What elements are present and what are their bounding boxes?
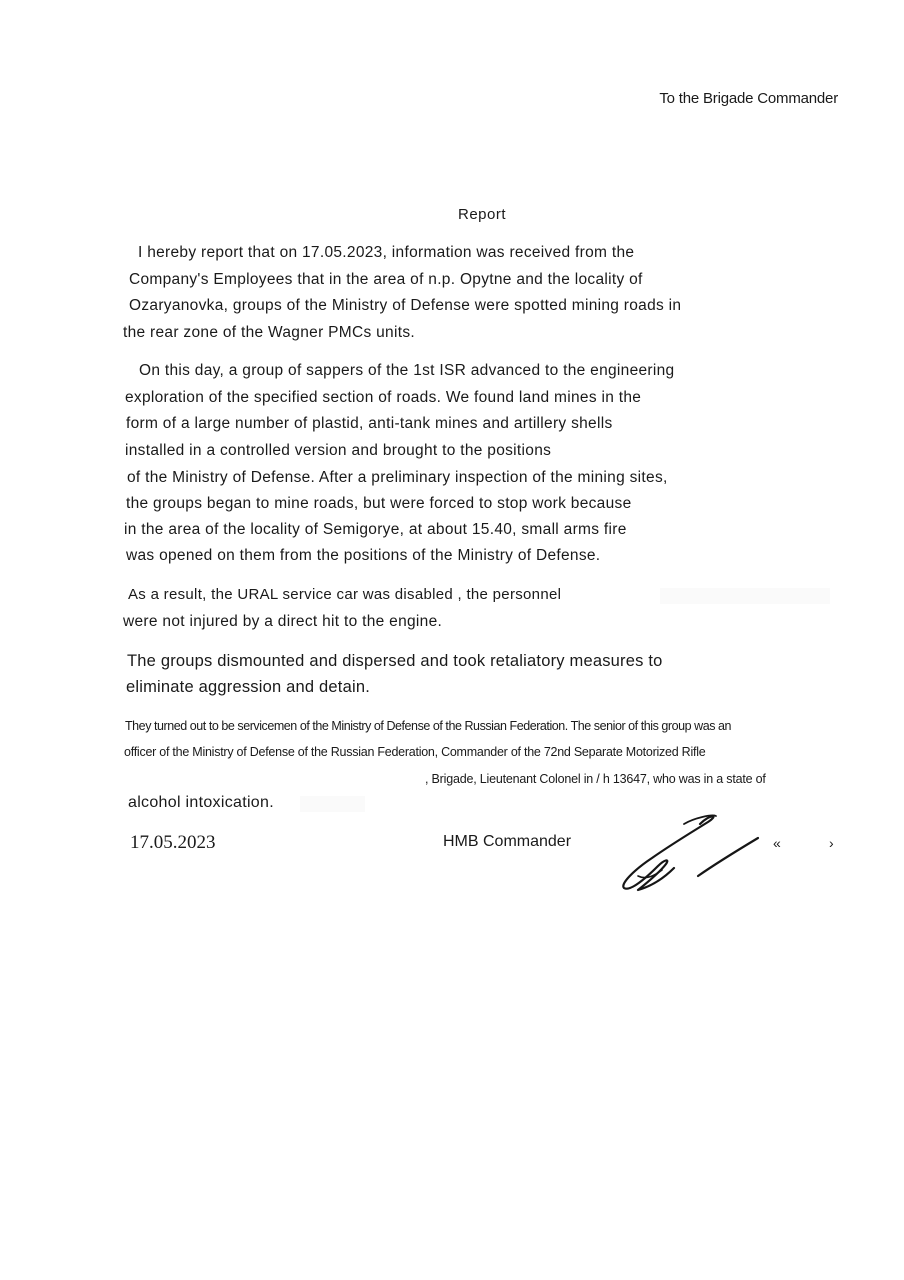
paragraph-3-line: were not injured by a direct hit to the engine. (123, 613, 443, 630)
paragraph-5-line: They turned out to be servicemen of the Ministry of Defense of the Russian Federation. The senior of this group was an (125, 719, 732, 733)
redaction-mark (300, 796, 365, 812)
paragraph-2-line: of the Ministry of Defense. After a preliminary inspection of the mining sites, (127, 469, 668, 486)
document-title: Report (457, 206, 507, 223)
redaction-mark (660, 588, 830, 604)
paragraph-3-line: As a result, the URAL service car was disabled , the personnel (128, 586, 562, 603)
paragraph-2-line: On this day, a group of sappers of the 1st ISR advanced to the engineering (139, 362, 675, 379)
paragraph-2-line: in the area of the locality of Semigorye, at about 15.40, small arms fire (124, 521, 627, 538)
quote-open: « (773, 835, 781, 851)
signatory-title: HMB Commander (443, 833, 572, 850)
paragraph-2-line: form of a large number of plastid, anti-tank mines and artillery shells (126, 415, 613, 432)
paragraph-2-line: installed in a controlled version and brought to the positions (125, 442, 552, 459)
paragraph-4-line: eliminate aggression and detain. (126, 678, 370, 696)
paragraph-1-line: Company's Employees that in the area of n.p. Opytne and the locality of (129, 271, 643, 288)
paragraph-1-line: Ozaryanovka, groups of the Ministry of Defense were spotted mining roads in (129, 297, 682, 314)
paragraph-5-line: , Brigade, Lieutenant Colonel in / h 13647, who was in a state of (425, 772, 766, 786)
paragraph-2-line: the groups began to mine roads, but were forced to stop work because (126, 495, 632, 512)
handwritten-signature (612, 806, 772, 906)
paragraph-5-line: officer of the Ministry of Defense of the Russian Federation, Commander of the 72nd Separate Motorized Rifle (124, 745, 706, 759)
report-date: 17.05.2023 (130, 832, 216, 853)
addressee: To the Brigade Commander (659, 90, 838, 107)
quote-close: › (829, 835, 834, 851)
closing-line: alcohol intoxication. (128, 794, 274, 811)
paragraph-4-line: The groups dismounted and dispersed and took retaliatory measures to (127, 652, 663, 670)
paragraph-1-line: I hereby report that on 17.05.2023, information was received from the (138, 244, 635, 261)
paragraph-2-line: exploration of the specified section of roads. We found land mines in the (125, 389, 642, 406)
paragraph-2-line: was opened on them from the positions of the Ministry of Defense. (126, 547, 601, 564)
paragraph-1-line: the rear zone of the Wagner PMCs units. (123, 324, 415, 341)
